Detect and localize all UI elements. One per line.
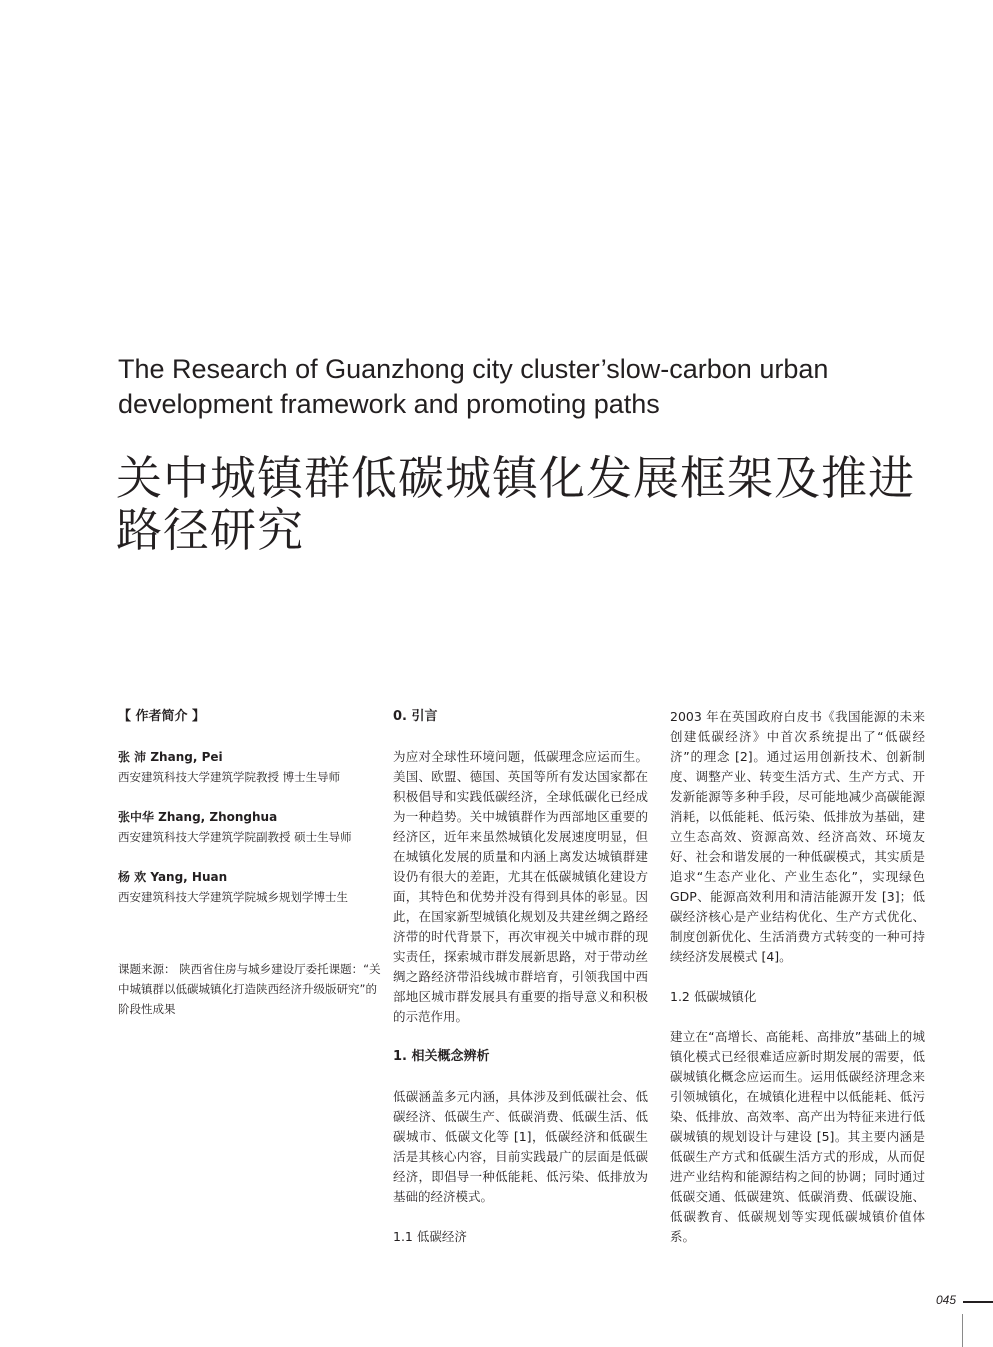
subsection-1-1-heading: 1.1 低碳经济 [393, 1229, 467, 1244]
project-source: 课题来源： 陕西省住房与城乡建设厅委托课题：“关中城镇群以低碳城镇化打造陕西经济升级版研究”的阶段性成果 [118, 962, 381, 1016]
author-name: 杨 欢 Yang, Huan [118, 870, 228, 884]
section-0-paragraph: 为应对全球性环境问题，低碳理念应运而生。美国、欧盟、德国、英国等所有发达国家都在积极倡导和实践低碳经济，全球低碳化已经成为一种趋势。关中城镇群作为西部地区重要的经济区，近年来虽然城镇化发展速度明显，但在城镇化发展的质量和内涵上离发达城镇群建设仍有很大的差距，尤其在低碳城镇化建设方面，其特色和优势并没有得到具体的彰显。因此，在国家新型城镇化规划及共建丝绸之路经济带的时代背景下，再次审视关中城市群的现实责任，探索城市群发展新思路，对于带动丝绸之路经济带沿线城市群培育，引领我国中西部地区城市群发展具有重要的指导意义和积极的示范作用。 [393, 749, 648, 1024]
author-affiliation: 西安建筑科技大学建筑学院城乡规划学博士生 [118, 890, 348, 904]
authors-heading: 【 作者简介 】 [118, 709, 206, 724]
author-affiliation: 西安建筑科技大学建筑学院副教授 硕士生导师 [118, 830, 352, 844]
author-entry [118, 807, 388, 847]
author-name: 张 沛 Zhang, Pei [118, 750, 223, 764]
middle-column [393, 707, 648, 1267]
english-title: The Research of Guanzhong city cluster’slow-carbon urban development framework and promoting paths [118, 354, 829, 419]
section-1-paragraph: 低碳涵盖多元内涵，具体涉及到低碳社会、低碳经济、低碳生产、低碳消费、低碳生活、低碳城市、低碳文化等 [1]，低碳经济和低碳生活是其核心内容，目前实践最广的层面是低碳经济，即倡导一种低能耗、低污染、低排放为基础的经济模式。 [393, 1089, 648, 1204]
section-0-heading: 0. 引言 [393, 709, 438, 724]
page-number-rule [963, 1301, 993, 1303]
author-entry [118, 867, 388, 907]
author-affiliation: 西安建筑科技大学建筑学院教授 博士生导师 [118, 770, 341, 784]
margin-rule [962, 1314, 963, 1347]
right-column [670, 707, 925, 1267]
low-carbon-urbanization-paragraph: 建立在“高增长、高能耗、高排放”基础上的城镇化模式已经很难适应新时期发展的需要，低碳城镇化概念应运而生。运用低碳经济理念来引领城镇化，在城镇化进程中以低能耗、低污染、低排放、高效率、高产出为特征来进行低碳城镇的规划设计与建设 [5]。其主要内涵是低碳生产方式和低碳生活方式的形成，从而促进产业结构和能源结构之间的协调；同时通过低碳交通、低碳建筑、低碳消费、低碳设施、低碳教育、低碳规划等实现低碳城镇价值体系。 [670, 1029, 925, 1244]
authors-column [118, 707, 388, 1019]
subsection-1-2-heading: 1.2 低碳城镇化 [670, 989, 757, 1004]
section-1-heading: 1. 相关概念辨析 [393, 1049, 490, 1064]
author-name: 张中华 Zhang, Zhonghua [118, 810, 278, 824]
page-number: 045 [936, 1293, 957, 1307]
low-carbon-economy-paragraph: 2003 年在英国政府白皮书《我国能源的未来创建低碳经济》中首次系统提出了“低碳经济”的理念 [2]。通过运用创新技术、创新制度、调整产业、转变生活方式、生产方式、开发新能源等多种手段，尽可能地减少高碳能源消耗，以低能耗、低污染、低排放为基础，建立生态高效、资源高效、经济高效、环境友好、社会和谐发展的一种低碳模式，其实质是追求“生态产业化、产业生态化”，实现绿色 GDP、能源高效利用和清洁能源开发 [3]；低碳经济核心是产业结构优化、生产方式优化、制度创新优化、生活消费方式转变的一种可持续经济发展模式 [4]。 [670, 709, 925, 964]
author-entry [118, 747, 388, 787]
chinese-title: 关中城镇群低碳城镇化发展框架及推进路径研究 [116, 451, 915, 557]
